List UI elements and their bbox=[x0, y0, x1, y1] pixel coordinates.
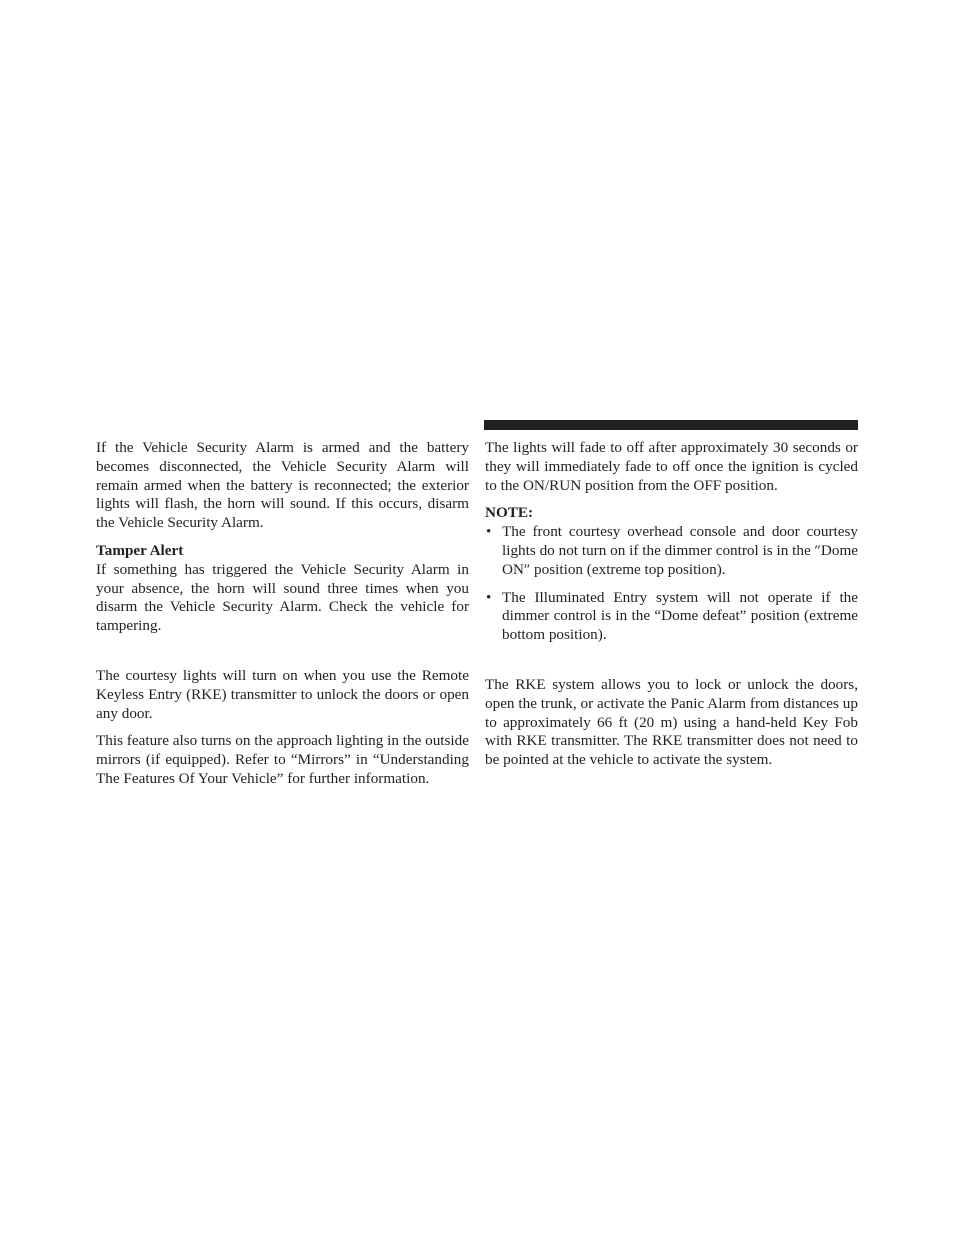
note-label: NOTE: bbox=[485, 504, 534, 522]
courtesy-lights-paragraph: The courtesy lights will turn on when you use the Remote Keyless Entry (RKE) transmitter to unlock the doors or open any door. bbox=[96, 666, 469, 722]
note-item-text: The front courtesy overhead console and door courtesy lights do not turn on if the dimmer control is in the ″Dome ON″ position (extreme top position). bbox=[502, 523, 858, 578]
right-column bbox=[485, 439, 858, 770]
left-column bbox=[96, 439, 469, 789]
rke-system-paragraph: The RKE system allows you to lock or unlock the doors, open the trunk, or activate the Panic Alarm from distances up to approximately 66 ft (20 m) using a hand-held Key Fob with RKE transmitter. The RKE transmitter does not need to be pointed at the vehicle to activate the system. bbox=[485, 675, 858, 769]
tamper-alert-heading: Tamper Alert bbox=[96, 541, 184, 559]
note-item bbox=[485, 523, 858, 579]
bullet-icon: • bbox=[486, 523, 492, 541]
section-divider-bar bbox=[484, 420, 858, 430]
note-item-text: The Illuminated Entry system will not operate if the dimmer control is in the “Dome defeat” position (extreme bottom position). bbox=[502, 588, 858, 644]
approach-lighting-paragraph: This feature also turns on the approach lighting in the outside mirrors (if equipped). Refer to “Mirrors” in “Understanding The Features Of Your Vehicle” for further information. bbox=[96, 732, 469, 787]
battery-disconnect-paragraph: If the Vehicle Security Alarm is armed and the battery becomes disconnected, the Vehicle Security Alarm will remain armed when the battery is reconnected; the exterior lights will flash, the horn will sound. If this occurs, disarm the Vehicle Security Alarm. bbox=[96, 439, 469, 532]
note-list bbox=[485, 523, 858, 645]
lights-fade-paragraph: The lights will fade to off after approximately 30 seconds or they will immediately fade to off once the ignition is cycled to the ON/RUN position from the OFF position. bbox=[485, 439, 858, 494]
tamper-alert-paragraph: If something has triggered the Vehicle Security Alarm in your absence, the horn will sound three times when you disarm the Vehicle Security Alarm. Check the vehicle for tampering. bbox=[96, 560, 469, 635]
note-item bbox=[485, 589, 858, 645]
bullet-icon: • bbox=[486, 588, 492, 606]
